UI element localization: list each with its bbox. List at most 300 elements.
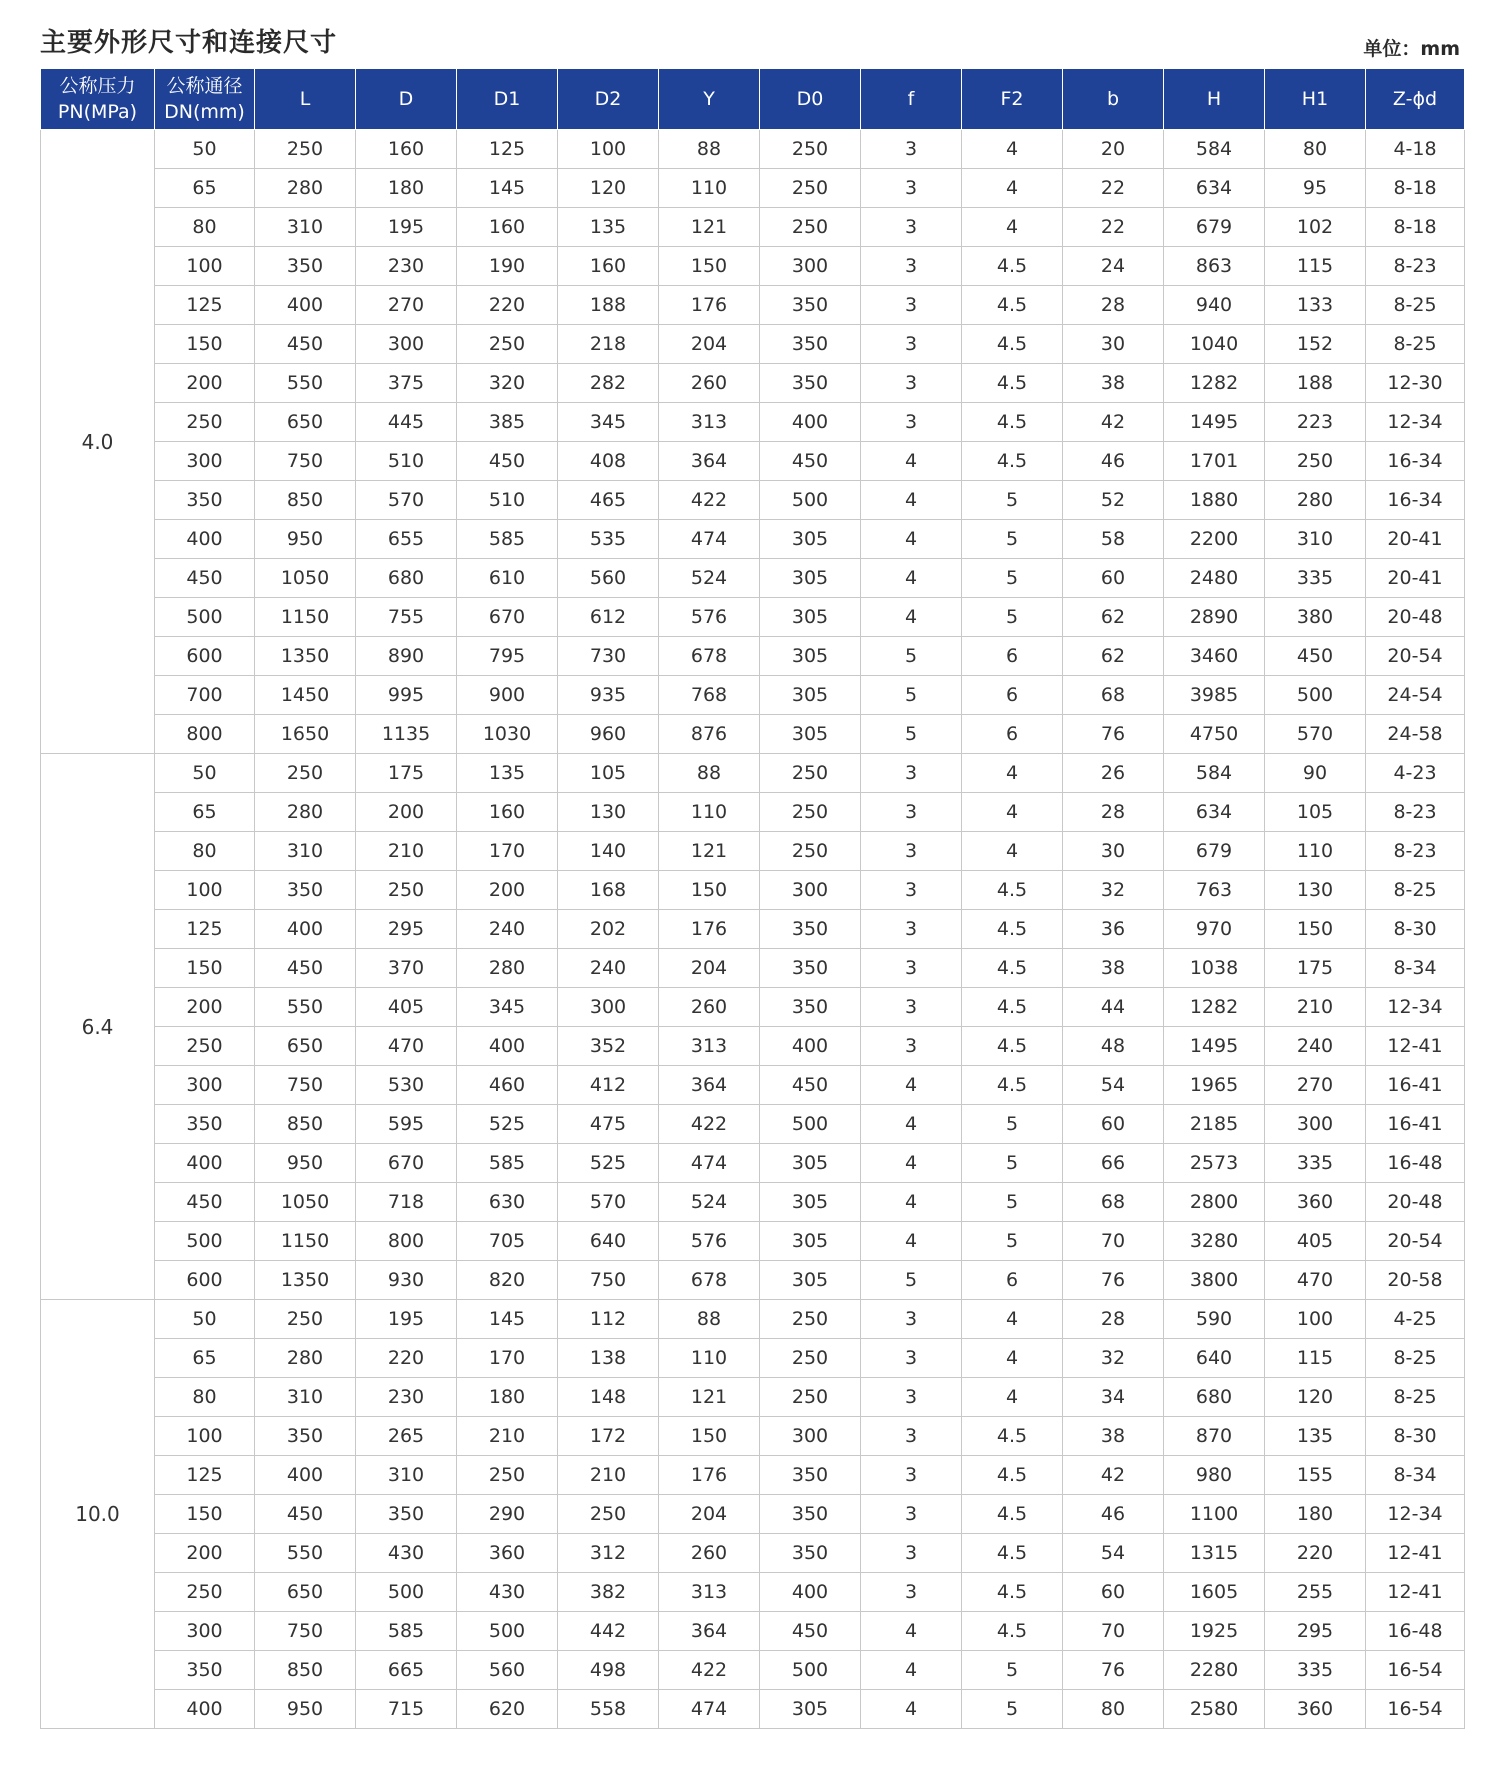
value-cell: 42 xyxy=(1063,403,1164,442)
value-cell: 4.5 xyxy=(962,1534,1063,1573)
table-row xyxy=(41,286,1465,325)
table-row xyxy=(41,1417,1465,1456)
value-cell: 4 xyxy=(861,1651,962,1690)
value-cell: 130 xyxy=(1265,871,1366,910)
dn-cell: 200 xyxy=(155,988,255,1027)
value-cell: 36 xyxy=(1063,910,1164,949)
value-cell: 360 xyxy=(1265,1690,1366,1729)
value-cell: 422 xyxy=(659,1651,760,1690)
value-cell: 345 xyxy=(558,403,659,442)
value-cell: 180 xyxy=(1265,1495,1366,1534)
value-cell: 3 xyxy=(861,364,962,403)
value-cell: 168 xyxy=(558,871,659,910)
value-cell: 320 xyxy=(457,364,558,403)
dn-cell: 400 xyxy=(155,520,255,559)
value-cell: 474 xyxy=(659,520,760,559)
value-cell: 230 xyxy=(356,1378,457,1417)
value-cell: 180 xyxy=(356,169,457,208)
value-cell: 250 xyxy=(760,130,861,169)
value-cell: 584 xyxy=(1164,130,1265,169)
value-cell: 150 xyxy=(659,871,760,910)
value-cell: 110 xyxy=(659,793,760,832)
value-cell: 195 xyxy=(356,1300,457,1339)
table-row xyxy=(41,1183,1465,1222)
value-cell: 795 xyxy=(457,637,558,676)
dn-cell: 500 xyxy=(155,598,255,637)
value-cell: 3 xyxy=(861,325,962,364)
dn-cell: 80 xyxy=(155,1378,255,1417)
value-cell: 470 xyxy=(356,1027,457,1066)
value-cell: 750 xyxy=(255,1066,356,1105)
value-cell: 474 xyxy=(659,1144,760,1183)
value-cell: 250 xyxy=(760,1300,861,1339)
table-row xyxy=(41,1222,1465,1261)
unit-label: 单位：mm xyxy=(1363,38,1460,60)
value-cell: 595 xyxy=(356,1105,457,1144)
value-cell: 890 xyxy=(356,637,457,676)
value-cell: 160 xyxy=(457,793,558,832)
value-cell: 4 xyxy=(861,442,962,481)
value-cell: 6 xyxy=(962,715,1063,754)
table-row xyxy=(41,715,1465,754)
value-cell: 678 xyxy=(659,637,760,676)
value-cell: 1350 xyxy=(255,1261,356,1300)
dn-cell: 100 xyxy=(155,1417,255,1456)
value-cell: 12-41 xyxy=(1366,1027,1465,1066)
value-cell: 80 xyxy=(1265,130,1366,169)
value-cell: 160 xyxy=(356,130,457,169)
value-cell: 28 xyxy=(1063,286,1164,325)
value-cell: 400 xyxy=(760,1027,861,1066)
table-row xyxy=(41,364,1465,403)
dimension-table xyxy=(40,68,1465,1729)
value-cell: 8-25 xyxy=(1366,871,1465,910)
value-cell: 100 xyxy=(1265,1300,1366,1339)
value-cell: 223 xyxy=(1265,403,1366,442)
value-cell: 650 xyxy=(255,1573,356,1612)
value-cell: 350 xyxy=(255,871,356,910)
value-cell: 2280 xyxy=(1164,1651,1265,1690)
value-cell: 450 xyxy=(760,1066,861,1105)
pressure-cell: 4.0 xyxy=(41,130,155,754)
value-cell: 5 xyxy=(962,598,1063,637)
value-cell: 250 xyxy=(760,793,861,832)
table-row xyxy=(41,1651,1465,1690)
dn-cell: 350 xyxy=(155,1105,255,1144)
value-cell: 640 xyxy=(1164,1339,1265,1378)
value-cell: 4.5 xyxy=(962,1495,1063,1534)
value-cell: 170 xyxy=(457,1339,558,1378)
value-cell: 650 xyxy=(255,403,356,442)
value-cell: 5 xyxy=(962,1222,1063,1261)
value-cell: 465 xyxy=(558,481,659,520)
value-cell: 250 xyxy=(760,1378,861,1417)
value-cell: 500 xyxy=(760,481,861,520)
value-cell: 576 xyxy=(659,1222,760,1261)
value-cell: 313 xyxy=(659,403,760,442)
table-row xyxy=(41,949,1465,988)
value-cell: 121 xyxy=(659,208,760,247)
value-cell: 655 xyxy=(356,520,457,559)
value-cell: 230 xyxy=(356,247,457,286)
table-body xyxy=(41,130,1465,1729)
value-cell: 3 xyxy=(861,1456,962,1495)
value-cell: 44 xyxy=(1063,988,1164,1027)
value-cell: 1040 xyxy=(1164,325,1265,364)
value-cell: 850 xyxy=(255,1651,356,1690)
value-cell: 612 xyxy=(558,598,659,637)
value-cell: 3 xyxy=(861,793,962,832)
value-cell: 176 xyxy=(659,910,760,949)
value-cell: 5 xyxy=(962,481,1063,520)
value-cell: 670 xyxy=(356,1144,457,1183)
value-cell: 204 xyxy=(659,949,760,988)
value-cell: 8-34 xyxy=(1366,949,1465,988)
value-cell: 4.5 xyxy=(962,247,1063,286)
value-cell: 1282 xyxy=(1164,364,1265,403)
value-cell: 6 xyxy=(962,676,1063,715)
value-cell: 630 xyxy=(457,1183,558,1222)
value-cell: 422 xyxy=(659,1105,760,1144)
value-cell: 6 xyxy=(962,637,1063,676)
value-cell: 3 xyxy=(861,871,962,910)
value-cell: 500 xyxy=(457,1612,558,1651)
value-cell: 150 xyxy=(659,1417,760,1456)
value-cell: 105 xyxy=(1265,793,1366,832)
value-cell: 4-25 xyxy=(1366,1300,1465,1339)
value-cell: 450 xyxy=(760,1612,861,1651)
dn-cell: 50 xyxy=(155,1300,255,1339)
value-cell: 305 xyxy=(760,598,861,637)
value-cell: 3 xyxy=(861,169,962,208)
value-cell: 1150 xyxy=(255,598,356,637)
dn-cell: 300 xyxy=(155,1612,255,1651)
value-cell: 4.5 xyxy=(962,1417,1063,1456)
value-cell: 585 xyxy=(457,520,558,559)
value-cell: 768 xyxy=(659,676,760,715)
value-cell: 152 xyxy=(1265,325,1366,364)
value-cell: 80 xyxy=(1063,1690,1164,1729)
value-cell: 250 xyxy=(1265,442,1366,481)
value-cell: 4 xyxy=(861,1690,962,1729)
value-cell: 370 xyxy=(356,949,457,988)
value-cell: 8-25 xyxy=(1366,286,1465,325)
table-row xyxy=(41,169,1465,208)
value-cell: 430 xyxy=(457,1573,558,1612)
value-cell: 8-23 xyxy=(1366,832,1465,871)
value-cell: 2800 xyxy=(1164,1183,1265,1222)
value-cell: 250 xyxy=(558,1495,659,1534)
value-cell: 375 xyxy=(356,364,457,403)
value-cell: 220 xyxy=(356,1339,457,1378)
value-cell: 88 xyxy=(659,1300,760,1339)
header-dn-line-2: DN(mm) xyxy=(164,101,245,123)
value-cell: 3 xyxy=(861,208,962,247)
value-cell: 210 xyxy=(356,832,457,871)
value-cell: 5 xyxy=(861,637,962,676)
value-cell: 60 xyxy=(1063,1105,1164,1144)
value-cell: 960 xyxy=(558,715,659,754)
value-cell: 4.5 xyxy=(962,988,1063,1027)
header-pn-line-1: 公称压力 xyxy=(59,75,136,97)
value-cell: 8-25 xyxy=(1366,1339,1465,1378)
pressure-cell: 6.4 xyxy=(41,754,155,1300)
value-cell: 260 xyxy=(659,364,760,403)
value-cell: 112 xyxy=(558,1300,659,1339)
value-cell: 121 xyxy=(659,832,760,871)
value-cell: 8-23 xyxy=(1366,247,1465,286)
value-cell: 584 xyxy=(1164,754,1265,793)
value-cell: 679 xyxy=(1164,832,1265,871)
value-cell: 300 xyxy=(760,871,861,910)
value-cell: 350 xyxy=(760,286,861,325)
value-cell: 524 xyxy=(659,559,760,598)
value-cell: 210 xyxy=(1265,988,1366,1027)
value-cell: 20-54 xyxy=(1366,637,1465,676)
value-cell: 280 xyxy=(457,949,558,988)
value-cell: 350 xyxy=(760,1495,861,1534)
value-cell: 5 xyxy=(962,1690,1063,1729)
value-cell: 610 xyxy=(457,559,558,598)
value-cell: 105 xyxy=(558,754,659,793)
value-cell: 4.5 xyxy=(962,364,1063,403)
value-cell: 12-41 xyxy=(1366,1534,1465,1573)
dn-cell: 350 xyxy=(155,481,255,520)
value-cell: 16-54 xyxy=(1366,1651,1465,1690)
value-cell: 138 xyxy=(558,1339,659,1378)
value-cell: 52 xyxy=(1063,481,1164,520)
dn-cell: 150 xyxy=(155,1495,255,1534)
value-cell: 300 xyxy=(760,1417,861,1456)
value-cell: 450 xyxy=(1265,637,1366,676)
value-cell: 250 xyxy=(760,169,861,208)
header-pn-line-2: PN(MPa) xyxy=(57,101,138,123)
value-cell: 305 xyxy=(760,1144,861,1183)
value-cell: 240 xyxy=(1265,1027,1366,1066)
value-cell: 22 xyxy=(1063,169,1164,208)
value-cell: 160 xyxy=(457,208,558,247)
dn-cell: 250 xyxy=(155,403,255,442)
value-cell: 3 xyxy=(861,1339,962,1378)
header-cell-h1: H1 xyxy=(1265,69,1366,130)
value-cell: 110 xyxy=(659,1339,760,1378)
value-cell: 4 xyxy=(861,1222,962,1261)
value-cell: 135 xyxy=(558,208,659,247)
value-cell: 70 xyxy=(1063,1612,1164,1651)
value-cell: 4.5 xyxy=(962,1066,1063,1105)
page-title: 主要外形尺寸和连接尺寸 xyxy=(40,28,338,58)
value-cell: 750 xyxy=(255,1612,356,1651)
value-cell: 1350 xyxy=(255,637,356,676)
value-cell: 570 xyxy=(558,1183,659,1222)
value-cell: 250 xyxy=(457,325,558,364)
value-cell: 360 xyxy=(1265,1183,1366,1222)
table-row xyxy=(41,1066,1465,1105)
value-cell: 90 xyxy=(1265,754,1366,793)
value-cell: 240 xyxy=(457,910,558,949)
value-cell: 940 xyxy=(1164,286,1265,325)
value-cell: 312 xyxy=(558,1534,659,1573)
value-cell: 350 xyxy=(760,988,861,1027)
value-cell: 1495 xyxy=(1164,403,1265,442)
value-cell: 250 xyxy=(760,208,861,247)
value-cell: 408 xyxy=(558,442,659,481)
header-cell-f: f xyxy=(861,69,962,130)
value-cell: 634 xyxy=(1164,169,1265,208)
value-cell: 250 xyxy=(255,754,356,793)
value-cell: 863 xyxy=(1164,247,1265,286)
value-cell: 3 xyxy=(861,1534,962,1573)
dn-cell: 65 xyxy=(155,169,255,208)
value-cell: 120 xyxy=(558,169,659,208)
value-cell: 150 xyxy=(659,247,760,286)
value-cell: 2573 xyxy=(1164,1144,1265,1183)
value-cell: 38 xyxy=(1063,364,1164,403)
value-cell: 8-30 xyxy=(1366,1417,1465,1456)
dn-cell: 150 xyxy=(155,949,255,988)
table-row xyxy=(41,598,1465,637)
value-cell: 300 xyxy=(1265,1105,1366,1144)
value-cell: 16-41 xyxy=(1366,1066,1465,1105)
value-cell: 4 xyxy=(861,1144,962,1183)
dn-cell: 125 xyxy=(155,1456,255,1495)
dn-cell: 150 xyxy=(155,325,255,364)
value-cell: 3 xyxy=(861,1573,962,1612)
value-cell: 730 xyxy=(558,637,659,676)
value-cell: 46 xyxy=(1063,1495,1164,1534)
value-cell: 295 xyxy=(1265,1612,1366,1651)
value-cell: 3280 xyxy=(1164,1222,1265,1261)
table-row xyxy=(41,1378,1465,1417)
value-cell: 95 xyxy=(1265,169,1366,208)
value-cell: 32 xyxy=(1063,1339,1164,1378)
value-cell: 260 xyxy=(659,988,760,1027)
value-cell: 950 xyxy=(255,520,356,559)
value-cell: 172 xyxy=(558,1417,659,1456)
value-cell: 345 xyxy=(457,988,558,1027)
value-cell: 750 xyxy=(558,1261,659,1300)
value-cell: 305 xyxy=(760,1261,861,1300)
value-cell: 4 xyxy=(962,1300,1063,1339)
value-cell: 620 xyxy=(457,1690,558,1729)
table-row xyxy=(41,481,1465,520)
value-cell: 1315 xyxy=(1164,1534,1265,1573)
dn-cell: 500 xyxy=(155,1222,255,1261)
value-cell: 1038 xyxy=(1164,949,1265,988)
value-cell: 350 xyxy=(760,910,861,949)
value-cell: 28 xyxy=(1063,1300,1164,1339)
value-cell: 445 xyxy=(356,403,457,442)
header-cell-z-phi-d: Z-ϕd xyxy=(1366,69,1465,130)
value-cell: 705 xyxy=(457,1222,558,1261)
value-cell: 70 xyxy=(1063,1222,1164,1261)
value-cell: 335 xyxy=(1265,1651,1366,1690)
value-cell: 68 xyxy=(1063,676,1164,715)
value-cell: 750 xyxy=(255,442,356,481)
value-cell: 220 xyxy=(457,286,558,325)
value-cell: 4 xyxy=(962,1378,1063,1417)
value-cell: 22 xyxy=(1063,208,1164,247)
value-cell: 3 xyxy=(861,286,962,325)
value-cell: 4 xyxy=(861,1066,962,1105)
value-cell: 1050 xyxy=(255,559,356,598)
value-cell: 900 xyxy=(457,676,558,715)
value-cell: 20-54 xyxy=(1366,1222,1465,1261)
value-cell: 755 xyxy=(356,598,457,637)
value-cell: 125 xyxy=(457,130,558,169)
value-cell: 680 xyxy=(356,559,457,598)
value-cell: 4 xyxy=(861,481,962,520)
value-cell: 530 xyxy=(356,1066,457,1105)
value-cell: 280 xyxy=(255,793,356,832)
value-cell: 20-48 xyxy=(1366,1183,1465,1222)
value-cell: 935 xyxy=(558,676,659,715)
value-cell: 4750 xyxy=(1164,715,1265,754)
value-cell: 8-30 xyxy=(1366,910,1465,949)
value-cell: 255 xyxy=(1265,1573,1366,1612)
value-cell: 5 xyxy=(861,715,962,754)
value-cell: 405 xyxy=(1265,1222,1366,1261)
value-cell: 305 xyxy=(760,559,861,598)
value-cell: 1605 xyxy=(1164,1573,1265,1612)
value-cell: 270 xyxy=(356,286,457,325)
value-cell: 176 xyxy=(659,286,760,325)
value-cell: 60 xyxy=(1063,1573,1164,1612)
value-cell: 718 xyxy=(356,1183,457,1222)
value-cell: 76 xyxy=(1063,1651,1164,1690)
value-cell: 5 xyxy=(861,1261,962,1300)
value-cell: 218 xyxy=(558,325,659,364)
value-cell: 590 xyxy=(1164,1300,1265,1339)
value-cell: 300 xyxy=(356,325,457,364)
value-cell: 220 xyxy=(1265,1534,1366,1573)
value-cell: 250 xyxy=(255,130,356,169)
table-row xyxy=(41,754,1465,793)
value-cell: 3 xyxy=(861,247,962,286)
value-cell: 560 xyxy=(457,1651,558,1690)
value-cell: 450 xyxy=(255,1495,356,1534)
value-cell: 290 xyxy=(457,1495,558,1534)
value-cell: 3 xyxy=(861,832,962,871)
value-cell: 62 xyxy=(1063,598,1164,637)
value-cell: 176 xyxy=(659,1456,760,1495)
dn-cell: 80 xyxy=(155,208,255,247)
value-cell: 4 xyxy=(861,1105,962,1144)
value-cell: 585 xyxy=(457,1144,558,1183)
value-cell: 76 xyxy=(1063,1261,1164,1300)
value-cell: 3 xyxy=(861,1417,962,1456)
value-cell: 170 xyxy=(457,832,558,871)
value-cell: 364 xyxy=(659,442,760,481)
value-cell: 350 xyxy=(760,325,861,364)
value-cell: 1965 xyxy=(1164,1066,1265,1105)
value-cell: 560 xyxy=(558,559,659,598)
dn-cell: 125 xyxy=(155,286,255,325)
value-cell: 280 xyxy=(255,169,356,208)
dn-cell: 65 xyxy=(155,793,255,832)
value-cell: 995 xyxy=(356,676,457,715)
value-cell: 160 xyxy=(558,247,659,286)
value-cell: 570 xyxy=(1265,715,1366,754)
value-cell: 175 xyxy=(1265,949,1366,988)
value-cell: 3985 xyxy=(1164,676,1265,715)
value-cell: 450 xyxy=(457,442,558,481)
table-row xyxy=(41,403,1465,442)
value-cell: 350 xyxy=(760,364,861,403)
value-cell: 350 xyxy=(760,1534,861,1573)
dn-cell: 50 xyxy=(155,130,255,169)
value-cell: 665 xyxy=(356,1651,457,1690)
